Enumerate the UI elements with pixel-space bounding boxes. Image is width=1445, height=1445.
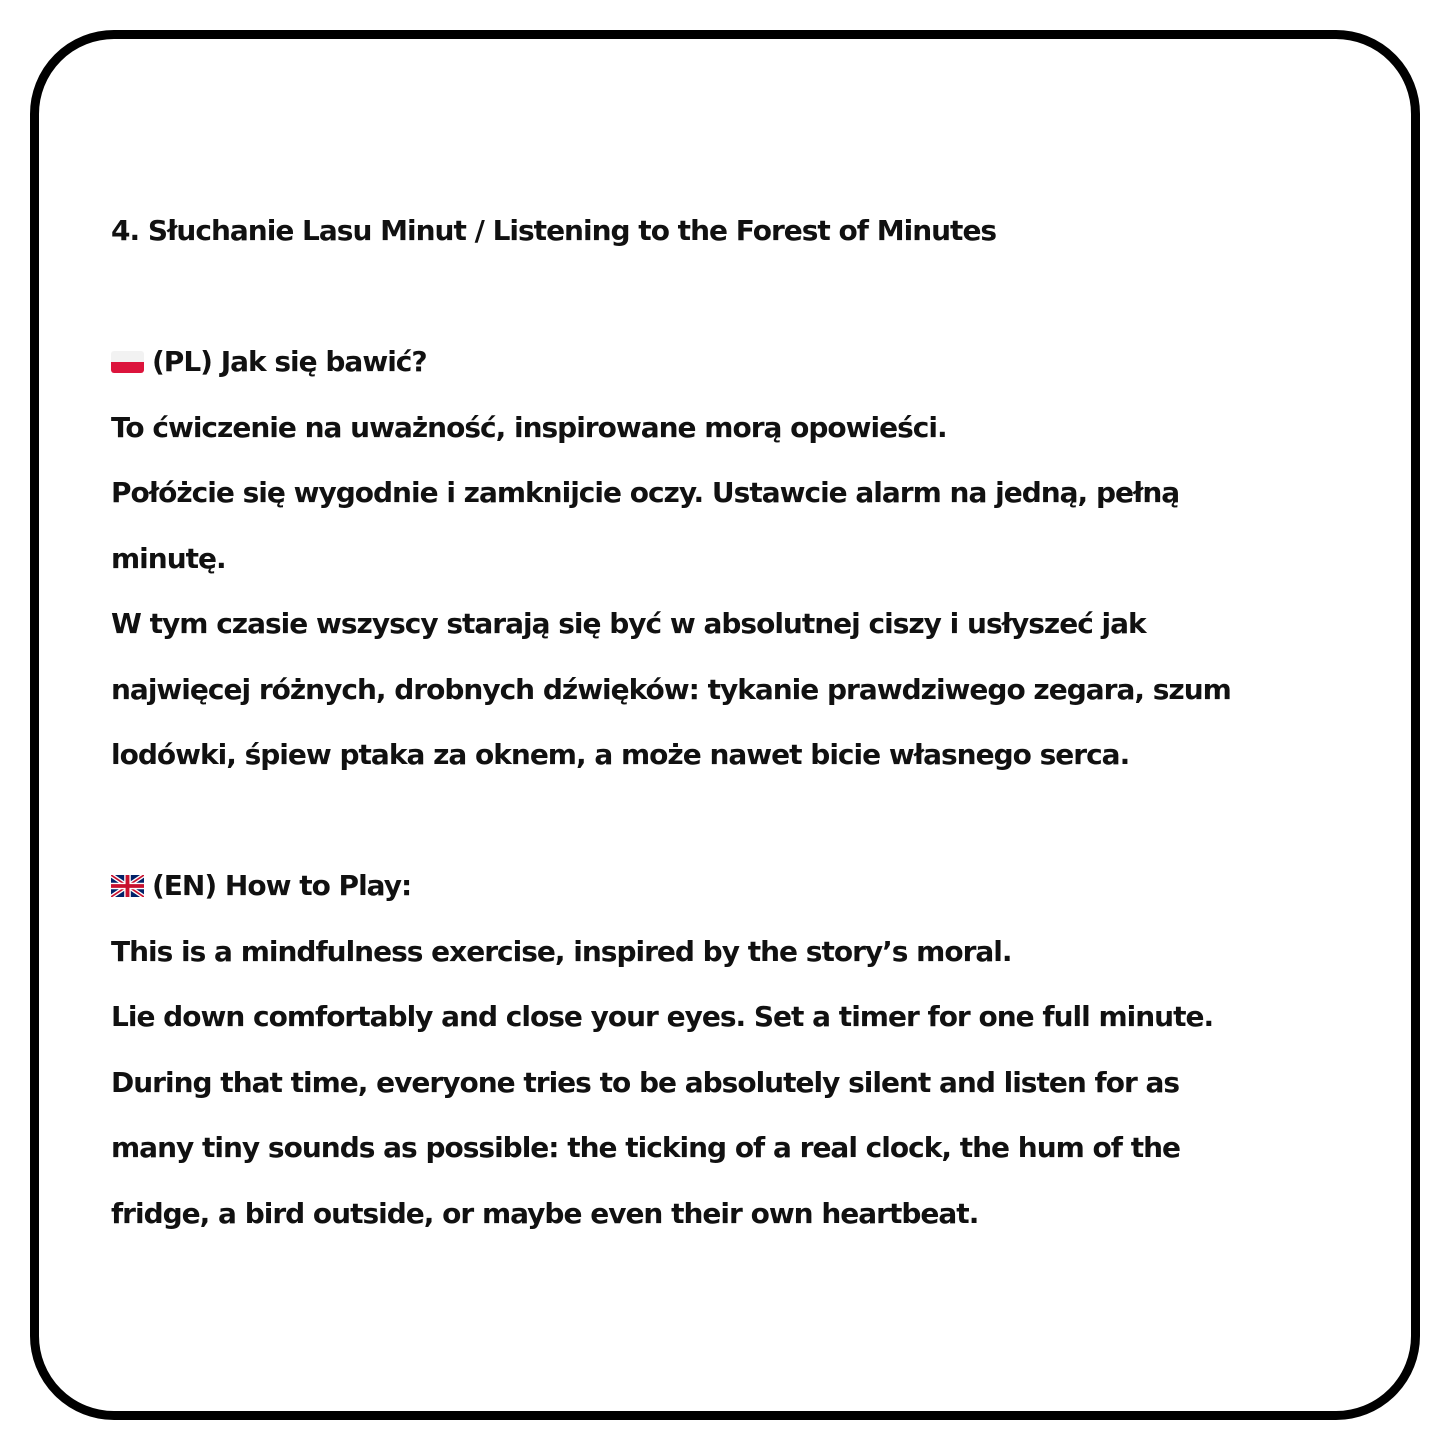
en-line: During that time, everyone tries to be absolutely silent and listen for as: [111, 1065, 1180, 1099]
pl-line: najwięcej różnych, drobnych dźwięków: tykanie prawdziwego zegara, szum: [111, 672, 1231, 706]
uk-flag-icon: [111, 875, 144, 897]
spacer: [111, 788, 1361, 854]
en-heading-text: (EN) How to Play:: [152, 869, 412, 902]
pl-line: To ćwiczenie na uważność, inspirowane morą opowieści.: [111, 410, 947, 444]
spacer: [111, 264, 1361, 330]
pl-line: Połóżcie się wygodnie i zamknijcie oczy. Ustawcie alarm na jedną, pełną: [111, 476, 1180, 509]
pl-heading: [111, 329, 1361, 395]
en-line: many tiny sounds as possible: the ticking of a real clock, the hum of the: [111, 1131, 1181, 1164]
en-line: This is a mindfulness exercise, inspired by the story’s moral.: [111, 934, 1012, 968]
pl-heading-text: (PL) Jak się bawić?: [152, 345, 427, 378]
page-title: 4. Słuchanie Lasu Minut / Listening to the Forest of Minutes: [111, 214, 997, 247]
en-line: Lie down comfortably and close your eyes. Set a timer for one full minute.: [111, 1000, 1214, 1033]
pl-line: W tym czasie wszyscy starają się być w absolutnej ciszy i usłyszeć jak: [111, 607, 1146, 640]
pl-line: minutę.: [111, 541, 226, 575]
page-content: [111, 198, 1361, 1246]
pl-line: lodówki, śpiew ptaka za oknem, a może nawet bicie własnego serca.: [111, 738, 1130, 771]
en-line: fridge, a bird outside, or maybe even their own heartbeat.: [111, 1196, 979, 1230]
en-heading: [111, 853, 1361, 919]
poland-flag-icon: [111, 351, 144, 373]
